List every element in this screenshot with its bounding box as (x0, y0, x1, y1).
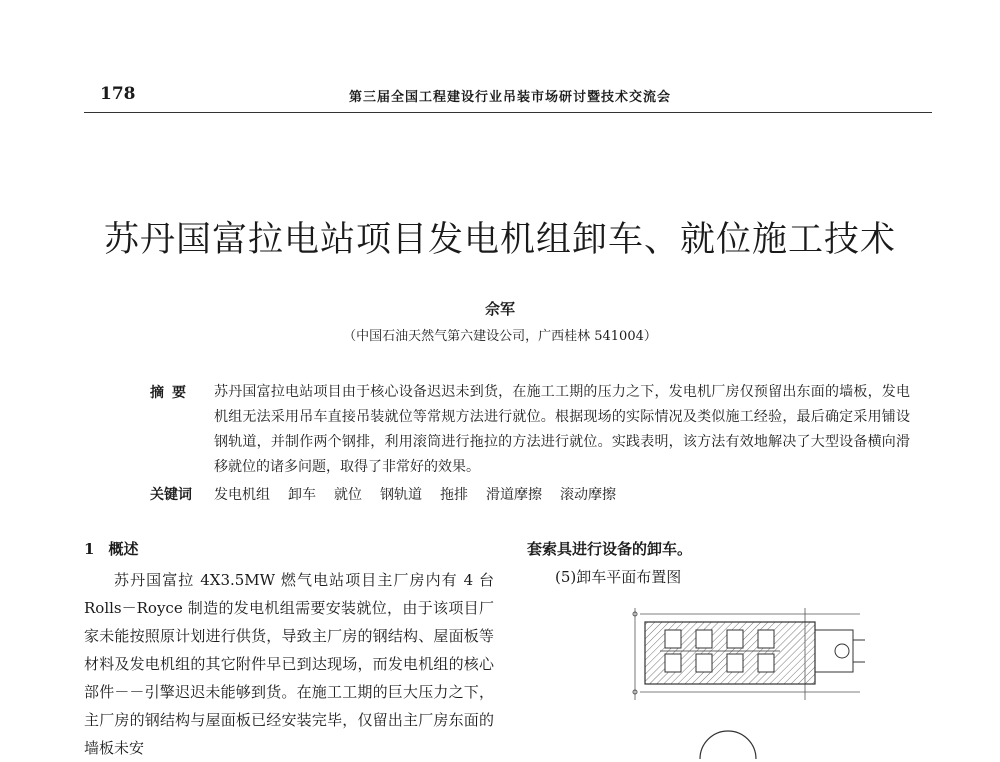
keywords-label: 关键词 (150, 487, 192, 503)
abstract-text: 苏丹国富拉电站项目由于核心设备迟迟未到货，在施工工期的压力之下，发电机厂房仅预留出东面的墙板，发电机组无法采用吊车直接吊装就位等常规方法进行就位。根据现场的实际情况及类似施工经验，最后确定采用铺设钢轨道，并制作两个钢排，利用滚筒进行拖拉的方法进行就位。实践表明，该方法有效地解决了大型设备横向滑移就位的诸多问题，取得了非常好的效果。 (214, 384, 910, 475)
abstract-label: 摘要 (150, 385, 194, 401)
author: 佘军 (484, 300, 515, 318)
keyword: 卸车 (288, 487, 316, 503)
section-title: 概述 (108, 540, 139, 558)
body-text-right: 套索具进行设备的卸车。 (527, 540, 693, 558)
keyword: 就位 (334, 487, 362, 503)
keyword: 滑道摩擦 (486, 487, 542, 503)
keyword: 滚动摩擦 (560, 487, 616, 503)
crane-outline (700, 731, 756, 759)
keyword: 拖排 (440, 487, 468, 503)
body-column-left (84, 566, 494, 762)
page-number: 178 (100, 84, 136, 104)
body-paragraph: 苏丹国富拉 4X3.5MW 燃气电站项目主厂房内有 4 台 Rolls－Royce 制造的发电机组需要安装就位，由于该项目厂家未能按照原计划进行供货，导致主厂房的钢结构、屋面板等材料及发电机组的其它附件早已到达现场，而发电机组的核心部件－－引擎迟迟未能够到货。在施工工期的巨大压力之下，主厂房的钢结构与屋面板已经安装完毕，仅留出主厂房东面的墙板未安 (84, 571, 494, 757)
trailer-outline (815, 630, 865, 672)
running-header: 第三届全国工程建设行业吊装市场研讨暨技术交流会 (348, 90, 671, 105)
affiliation: （中国石油天然气第六建设公司，广西桂林 541004） (343, 329, 657, 344)
section-heading (84, 538, 152, 559)
paper-title: 苏丹国富拉电站项目发电机组卸车、就位施工技术 (103, 220, 896, 260)
keyword: 发电机组 (214, 487, 270, 503)
keyword: 钢轨道 (380, 487, 422, 503)
section-number: 1 (84, 540, 95, 558)
figure-caption: (5)卸车平面布置图 (555, 568, 682, 586)
keywords-list (214, 484, 616, 504)
unloading-layout-figure (620, 600, 920, 759)
header-rule (84, 112, 932, 113)
